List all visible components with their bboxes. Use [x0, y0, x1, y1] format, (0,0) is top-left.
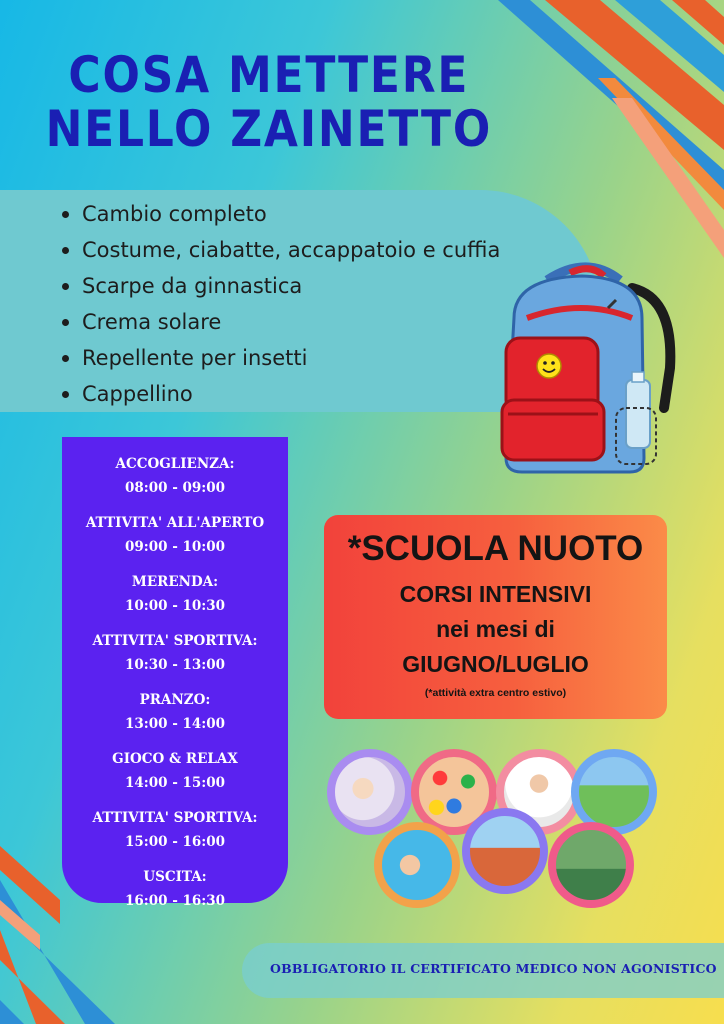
title-line-2: NELLO ZAINETTO [45, 100, 493, 158]
backpack-icon [492, 258, 682, 480]
page-title [40, 48, 498, 156]
schedule-slot [62, 867, 288, 911]
basketball-photo [462, 808, 548, 894]
title-line-1: COSA METTERE [68, 46, 470, 104]
swim-subheading: CORSI INTENSIVI [399, 581, 592, 607]
schedule-slot [62, 690, 288, 734]
slot-label: ATTIVITA' SPORTIVA: [92, 810, 258, 826]
dance-photo [327, 749, 413, 835]
checklist-item: Costume, ciabatte, accappatoio e cuffia [60, 232, 500, 268]
schedule-slot [62, 749, 288, 793]
swim-months: GIUGNO/LUGLIO [402, 651, 589, 677]
slot-time: 09:00 - 10:00 [124, 539, 226, 555]
swim-note: (*attività extra centro estivo) [424, 687, 567, 699]
slot-label: USCITA: [143, 869, 207, 885]
slot-label: PRANZO: [139, 692, 211, 708]
slot-label: ACCOGLIENZA: [115, 456, 235, 472]
backpack-checklist [60, 196, 500, 412]
checklist-item: Cappellino [60, 376, 500, 412]
slot-time: 14:00 - 15:00 [124, 775, 226, 791]
slot-time: 10:30 - 13:00 [124, 657, 226, 673]
slot-time: 08:00 - 09:00 [124, 480, 226, 496]
checklist-item: Scarpe da ginnastica [60, 268, 500, 304]
schedule-slot [62, 631, 288, 675]
swimming-photo [374, 822, 460, 908]
swim-heading: *SCUOLA NUOTO [347, 529, 644, 568]
slot-time: 13:00 - 14:00 [124, 716, 226, 732]
swim-months-intro: nei mesi di [436, 616, 555, 642]
slot-label: MERENDA: [131, 574, 219, 590]
medical-certificate-notice: OBBLIGATORIO IL CERTIFICATO MEDICO NON AGONISTICO [270, 961, 717, 976]
checklist-item: Repellente per insetti [60, 340, 500, 376]
daily-schedule [62, 437, 288, 909]
schedule-slot [62, 572, 288, 616]
slot-time: 10:00 - 10:30 [124, 598, 226, 614]
slot-label: ATTIVITA' SPORTIVA: [92, 633, 258, 649]
schedule-slot [62, 808, 288, 852]
schedule-slot [62, 513, 288, 557]
checklist-item: Crema solare [60, 304, 500, 340]
tennis-photo [548, 822, 634, 908]
slot-label: ATTIVITA' ALL'APERTO [85, 515, 265, 531]
slot-label: GIOCO & RELAX [112, 751, 238, 767]
slot-time: 16:00 - 16:30 [124, 893, 226, 909]
checklist-item: Cambio completo [60, 196, 500, 232]
slot-time: 15:00 - 16:00 [124, 834, 226, 850]
schedule-slot [62, 454, 288, 498]
swim-school-box [324, 515, 667, 719]
